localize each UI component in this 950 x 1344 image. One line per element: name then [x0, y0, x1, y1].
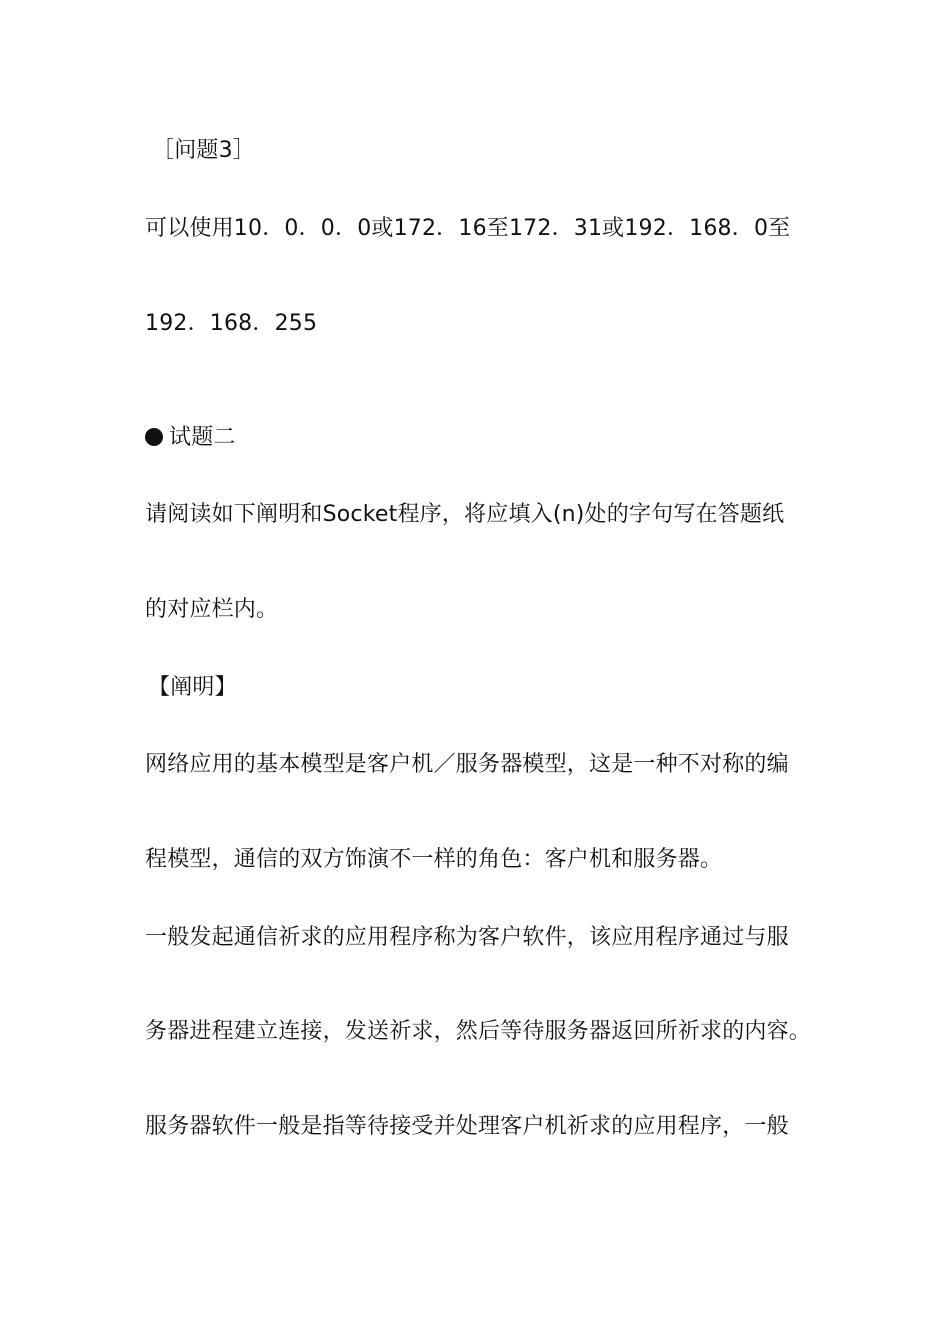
- exam2-title: 试题二: [169, 425, 236, 450]
- explanation-heading: 【阐明】: [148, 675, 237, 700]
- intro-line-1: 请阅读如下阐明和Socket程序，将应填入(n)处的字句写在答题纸: [145, 502, 785, 527]
- paragraph-2-line-2: 务器进程建立连接，发送祈求，然后等待服务器返回所祈求的内容。: [145, 1019, 812, 1044]
- paragraph-1-line-2: 程模型，通信的双方饰演不一样的角色：客户机和服务器。: [145, 847, 723, 872]
- paragraph-1-line-1: 网络应用的基本模型是客户机／服务器模型，这是一种不对称的编: [145, 752, 789, 777]
- answer-line-2: 192．168．255: [145, 311, 318, 336]
- paragraph-3-line-1: 服务器软件一般是指等待接受并处理客户机祈求的应用程序，一般: [145, 1114, 789, 1139]
- intro-line-2: 的对应栏内。: [145, 597, 279, 622]
- answer-line-1: 可以使用10．0．0．0或172．16至172．31或192．168．0至: [145, 216, 791, 241]
- paragraph-2-line-1: 一般发起通信祈求的应用程序称为客户软件，该应用程序通过与服: [145, 925, 789, 950]
- exam2-heading: [145, 423, 236, 453]
- bullet-icon: [145, 428, 163, 446]
- question3-heading: ［问题3］: [152, 138, 255, 163]
